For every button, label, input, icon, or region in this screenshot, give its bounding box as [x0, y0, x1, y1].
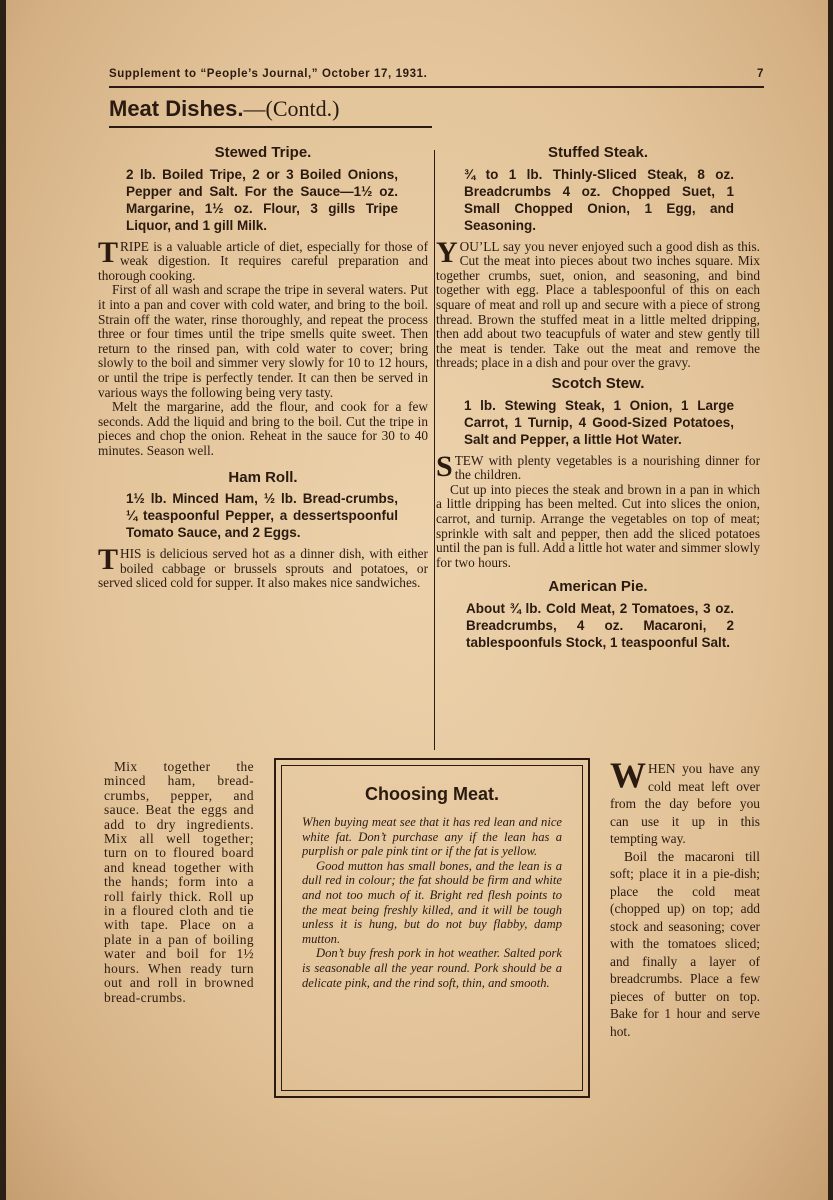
stewed-tripe-title: Stewed Tripe. [214, 144, 312, 161]
stewed-tripe-ingredients: 2 lb. Boiled Tripe, 2 or 3 Boiled Onions, Pepper and Salt. For the Sauce—1½ oz. Margarine, 1½ oz. Flour, 3 gills Tripe Liquor, and 1 gill Milk. [126, 166, 398, 233]
drop-cap: T [98, 235, 119, 269]
column-divider [434, 150, 435, 750]
stuffed-steak-title: Stuffed Steak. [547, 144, 649, 161]
header-rule [109, 86, 764, 88]
choosing-meat-p3: Don’t buy fresh pork in hot weather. Salted pork is seasonable all the year round. Pork should be a delicate pink, and the rind soft, thin, and smooth. [302, 946, 562, 990]
scotch-stew-title: Scotch Stew. [551, 374, 645, 392]
running-header [109, 68, 764, 86]
stewed-tripe-method: First of all wash and scrape the tripe in several waters. Put it into a pan and cover with cold water, and bring to the boil. Strain off the water, rinse thoroughly, and repeat the process three or four times until the tripe smells quite sweet. Then return to the rinsed pan, with cold water to cover; bring slowly to the boil and simmer very slowly for 10 to 12 hours, or until the tripe is perfectly tender. It can then be served in various ways the following being very tasty. [98, 282, 428, 400]
supplement-line: Supplement to “People’s Journal,” October 17, 1931. [109, 68, 428, 80]
choosing-meat-title: Choosing Meat. [365, 784, 499, 804]
ham-roll-title: Ham Roll. [228, 468, 298, 486]
choosing-meat-box [274, 758, 590, 1098]
stuffed-steak-method: YOU’LL say you never enjoyed such a good dish as this. Cut the meat into pieces about two inches square. Mix together crumbs, suet, onion, and seasoning, and bind together with egg. Place a tablespoonful of this on each square of meat and roll up and secure with a piece of strong thread. Brown the stuffed meat in a little melted dripping, then add about two teacupfuls of water and stew gently till the meat is tender. Take out the meat and remove the threads; place in a dish and pour over the gravy. [436, 235, 760, 371]
section-title-main: Meat Dishes. [109, 96, 244, 121]
stewed-tripe-sauce: Melt the margarine, add the flour, and cook for a few seconds. Add the liquid and bring to the boil. Cut the tripe in pieces and chop the onion. Reheat in the sauce for 30 to 40 minutes. Season well. [98, 399, 428, 458]
left-column [98, 146, 428, 591]
scotch-stew-intro: STEW with plenty vegetables is a nourishing dinner for the children. [436, 449, 760, 483]
scotch-stew-ingredients: 1 lb. Stewing Steak, 1 Onion, 1 Large Carrot, 1 Turnip, 4 Good-Sized Potatoes, Salt and Pepper, a little Hot Water. [464, 397, 734, 447]
ham-roll-ingredients: 1½ lb. Minced Ham, ½ lb. Bread-crumbs, ¼ teaspoonful Pepper, a dessertspoonful Tomato Sauce, and 2 Eggs. [126, 491, 398, 541]
drop-cap: Y [436, 235, 458, 269]
drop-cap: T [98, 543, 119, 577]
american-pie-title: American Pie. [548, 578, 648, 596]
ham-roll-method: Mix together the minced ham, bread-crumbs, pepper, and sauce. Beat the eggs and add to dry ingredients. Mix all well together; turn on to floured board and knead together with the hands; form into a roll fairly thick. Roll up in a floured cloth and tie with tape. Place on a plate in a pan of boiling water and boil for 1½ hours. When ready turn out and roll in browned bread-crumbs. [104, 759, 254, 1005]
stuffed-steak-ingredients: ¾ to 1 lb. Thinly-Sliced Steak, 8 oz. Breadcrumbs 4 oz. Chopped Suet, 1 Small Chopped Onion, 1 Egg, and Seasoning. [464, 166, 734, 233]
drop-cap: W [610, 755, 646, 795]
section-title-rule [109, 126, 432, 128]
choosing-meat-p1: When buying meat see that it has red lean and nice white fat. Don’t purchase any if the lean has a purplish or pale pink tint or if the fat is yellow. [302, 815, 562, 859]
drop-cap: S [436, 449, 453, 483]
page-number: 7 [757, 68, 764, 80]
ham-roll-intro: THIS is delicious served hot as a dinner dish, with either boiled cabbage or brussels sprouts and potatoes, or served sliced cold for supper. It also makes nice sandwiches. [98, 543, 428, 591]
american-pie-method: Boil the macaroni till soft; place it in a pie-dish; place the cold meat (chopped up) on top; add stock and seasoning; cover with the tomatoes sliced; and finally a layer of breadcrumbs. Place a few pieces of butter on top. Bake for 1 hour and serve hot. [610, 848, 760, 1039]
section-title [109, 96, 339, 122]
stewed-tripe-intro: TRIPE is a valuable article of diet, especially for those of weak digestion. It requires careful preparation and thorough cooking. [98, 235, 428, 283]
section-title-contd: —(Contd.) [243, 96, 340, 121]
scotch-stew-method: Cut up into pieces the steak and brown in a pan in which a little dripping has been melted. Cut into slices the onion, carrot, and turnip. Arrange the vegetables on top of meat; sprinkle with salt and pepper, then add the sliced potatoes until the pan is full. Add a little hot water and simmer slowly for two hours. [436, 481, 760, 570]
right-column [436, 146, 760, 657]
american-pie-intro: WHEN you have any cold meat left over from the day before you can use it up in this tempting way. [610, 755, 760, 846]
choosing-meat-p2: Good mutton has small bones, and the lean is a dull red in colour; the fat should be firm and white and not too much of it. Bright red flesh points to the meat being freshly killed, and it will be tough unless it is hung, but do not buy flabby, damp mutton. [302, 858, 562, 946]
american-pie-method-column [610, 755, 760, 1040]
magazine-page [6, 0, 828, 1200]
american-pie-ingredients: About ¾ lb. Cold Meat, 2 Tomatoes, 3 oz. Breadcrumbs, 4 oz. Macaroni, 2 tablespoonfuls Stock, 1 teaspoonful Salt. [466, 600, 734, 650]
